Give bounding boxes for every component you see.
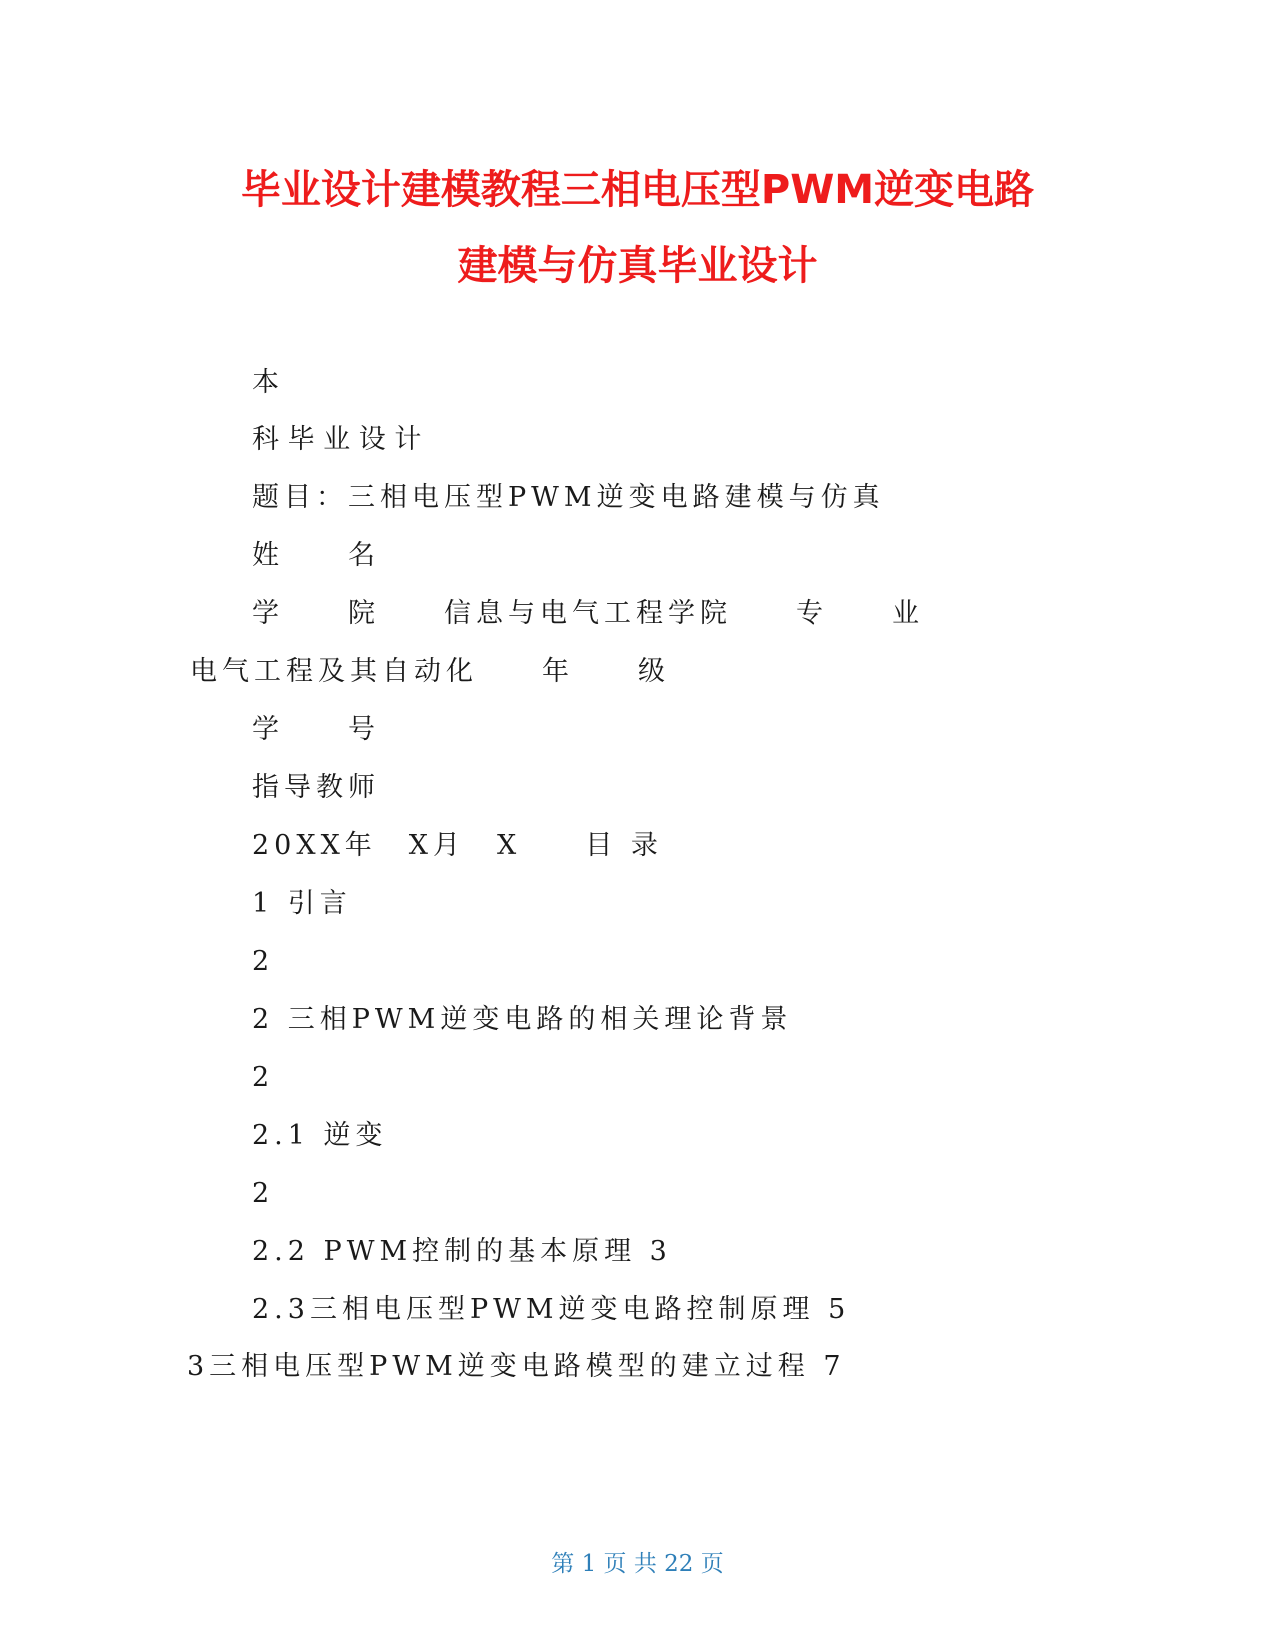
toc-page-number: 2 (252, 1062, 270, 1093)
toc-page-number: 2 (252, 1178, 270, 1209)
document-title-line-2: 建模与仿真毕业设计 (457, 243, 818, 289)
toc-item-3: 3三相电压型PWM逆变电路模型的建立过程 7 (187, 1351, 846, 1382)
text-line-date-toc: 20XX年 X月 X 目 录 (252, 830, 663, 861)
text-line-student-id: 学 号 (252, 714, 380, 745)
text-line-name: 姓 名 (252, 540, 380, 571)
toc-item-2-1: 2.1 逆变 (252, 1120, 388, 1151)
text-line-undergrad-design: 科 毕 业 设 计 (252, 424, 422, 455)
text-line-topic: 题目：三相电压型PWM逆变电路建模与仿真 (252, 482, 885, 513)
text-line-college-major: 学 院 信息与电气工程学院 专 业 (252, 598, 924, 629)
toc-item-1: 1 引言 (252, 888, 352, 919)
text-line-ben: 本 (252, 367, 279, 398)
toc-item-2-3: 2.3三相电压型PWM逆变电路控制原理 5 (252, 1294, 851, 1325)
toc-page-number: 2 (252, 946, 270, 977)
toc-item-2-2: 2.2 PWM控制的基本原理 3 (252, 1236, 672, 1267)
text-line-advisor: 指导教师 (252, 772, 380, 803)
text-line-major-grade: 电气工程及其自动化 年 级 (190, 656, 670, 687)
document-title-line-1: 毕业设计建模教程三相电压型PWM逆变电路 (240, 167, 1035, 213)
page-footer: 第 1 页 共 22 页 (551, 1551, 724, 1577)
toc-item-2: 2 三相PWM逆变电路的相关理论背景 (252, 1004, 793, 1035)
